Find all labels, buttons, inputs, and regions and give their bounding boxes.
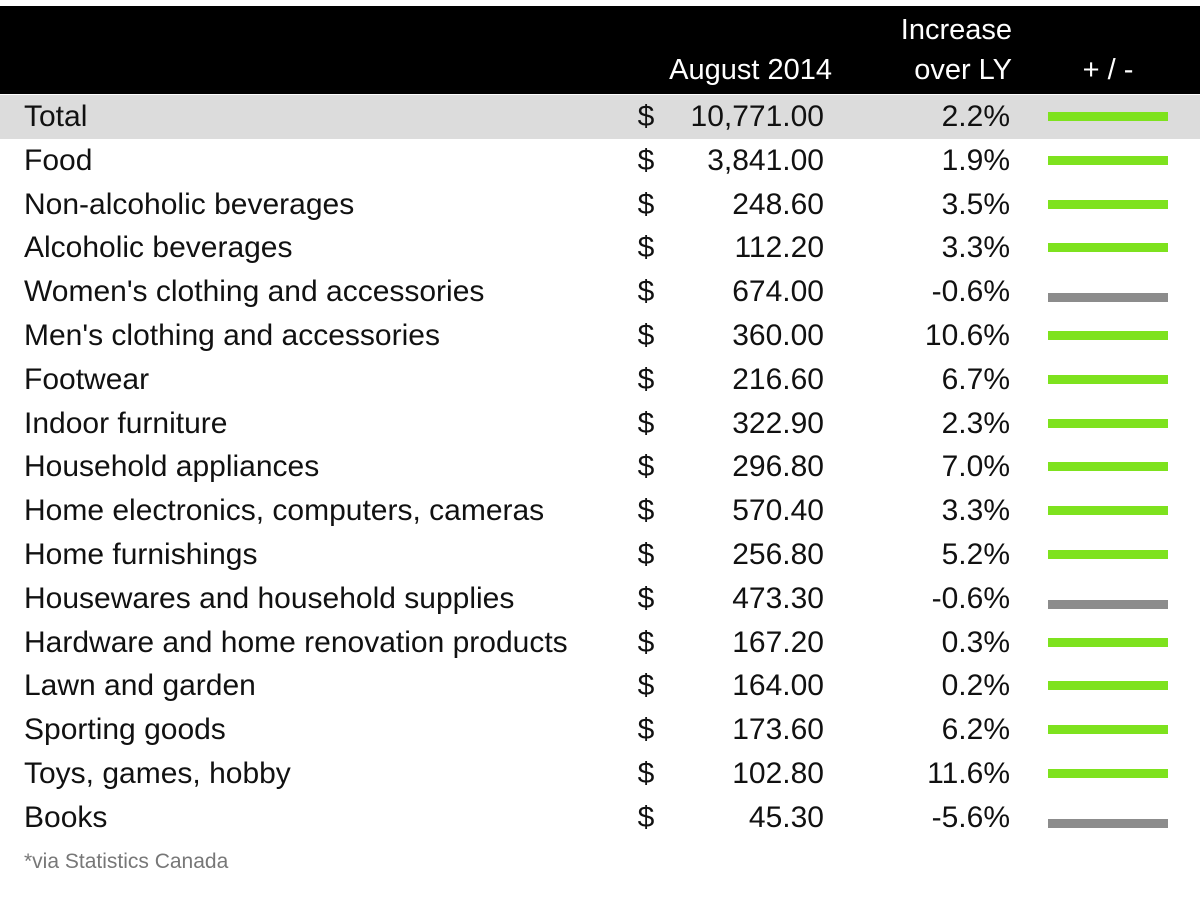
row-change: 3.3% [941, 231, 1010, 265]
table-row [0, 139, 1200, 183]
row-change: -0.6% [931, 275, 1010, 309]
row-change: 0.3% [941, 625, 1010, 659]
currency-symbol: $ [637, 406, 655, 440]
row-amount: 296.80 [732, 450, 824, 484]
row-amount: 45.30 [748, 800, 824, 834]
row-amount: 10,771.00 [690, 100, 824, 133]
row-change: 3.5% [941, 187, 1010, 221]
row-change: 0.2% [941, 669, 1010, 703]
negative-indicator-bar [1048, 819, 1168, 828]
positive-indicator-bar [1048, 331, 1168, 340]
row-change: 7.0% [941, 450, 1010, 484]
row-change: 1.9% [941, 143, 1010, 177]
row-amount: 248.60 [732, 187, 824, 221]
row-label: Men's clothing and accessories [24, 319, 440, 352]
header-change-column [901, 10, 1012, 90]
row-label: Sporting goods [24, 713, 226, 747]
row-label: Home electronics, computers, cameras [24, 494, 545, 528]
row-label: Footwear [24, 362, 150, 396]
row-label: Lawn and garden [24, 669, 256, 703]
positive-indicator-bar [1048, 681, 1168, 690]
row-change: 5.2% [941, 538, 1010, 571]
table-row [0, 708, 1200, 752]
row-label: Housewares and household supplies [24, 581, 515, 615]
row-amount: 216.60 [732, 362, 824, 396]
row-amount: 256.80 [732, 538, 824, 571]
negative-indicator-bar [1048, 600, 1168, 609]
row-change: 2.2% [941, 100, 1010, 133]
currency-symbol: $ [637, 800, 655, 834]
positive-indicator-bar [1048, 375, 1168, 384]
header-amount-column: August 2014 [669, 54, 832, 86]
table-row [0, 577, 1200, 621]
negative-indicator-bar [1048, 293, 1168, 302]
row-change: 3.3% [941, 494, 1010, 528]
currency-symbol: $ [637, 538, 655, 571]
table-row [0, 402, 1200, 446]
currency-symbol: $ [637, 625, 655, 659]
currency-symbol: $ [637, 713, 655, 747]
row-amount: 102.80 [732, 757, 824, 790]
row-change: 2.3% [941, 406, 1010, 440]
row-label: Indoor furniture [24, 406, 228, 440]
currency-symbol: $ [637, 757, 655, 790]
positive-indicator-bar [1048, 156, 1168, 165]
row-label: Non-alcoholic beverages [24, 187, 355, 221]
row-label: Food [24, 143, 93, 177]
table-row [0, 796, 1200, 840]
currency-symbol: $ [637, 143, 655, 177]
row-change: -5.6% [931, 800, 1010, 834]
total-row [0, 95, 1200, 139]
row-label: Home furnishings [24, 538, 258, 571]
table-row [0, 533, 1200, 577]
row-change: 11.6% [927, 757, 1010, 790]
positive-indicator-bar [1048, 243, 1168, 252]
row-change: -0.6% [931, 581, 1010, 615]
positive-indicator-bar [1048, 725, 1168, 734]
table-row [0, 358, 1200, 402]
header-indicator-column: + / - [1082, 54, 1134, 86]
row-amount: 360.00 [732, 319, 824, 352]
table-header [0, 6, 1200, 94]
table-row [0, 621, 1200, 665]
row-label: Women's clothing and accessories [24, 275, 485, 309]
row-amount: 674.00 [732, 275, 824, 309]
positive-indicator-bar [1048, 112, 1168, 121]
currency-symbol: $ [637, 581, 655, 615]
table-row [0, 752, 1200, 796]
table-row [0, 664, 1200, 708]
table-row [0, 183, 1200, 227]
table-row [0, 314, 1200, 358]
currency-symbol: $ [637, 494, 655, 528]
positive-indicator-bar [1048, 638, 1168, 647]
positive-indicator-bar [1048, 462, 1168, 471]
row-amount: 3,841.00 [707, 143, 824, 177]
row-label: Books [24, 800, 108, 834]
row-label: Total [24, 100, 88, 133]
table-row [0, 489, 1200, 533]
row-label: Household appliances [24, 450, 320, 484]
row-label: Alcoholic beverages [24, 231, 293, 265]
currency-symbol: $ [637, 362, 655, 396]
row-amount: 167.20 [732, 625, 824, 659]
row-amount: 473.30 [732, 581, 824, 615]
row-amount: 112.20 [734, 231, 824, 265]
row-change: 10.6% [924, 319, 1010, 352]
positive-indicator-bar [1048, 769, 1168, 778]
table-row [0, 270, 1200, 314]
source-footnote: *via Statistics Canada [24, 850, 229, 873]
header-change-line1: Increase [900, 14, 1012, 46]
row-label: Hardware and home renovation products [24, 625, 568, 659]
row-label: Toys, games, hobby [24, 757, 291, 790]
row-change: 6.7% [941, 362, 1010, 396]
positive-indicator-bar [1048, 200, 1168, 209]
table-row [0, 445, 1200, 489]
header-change-line2: over LY [914, 54, 1012, 86]
row-amount: 322.90 [732, 406, 824, 440]
table-row [0, 226, 1200, 270]
row-amount: 570.40 [732, 494, 824, 528]
positive-indicator-bar [1048, 506, 1168, 515]
currency-symbol: $ [637, 450, 655, 484]
row-amount: 173.60 [732, 713, 824, 747]
positive-indicator-bar [1048, 550, 1168, 559]
currency-symbol: $ [637, 187, 655, 221]
currency-symbol: $ [637, 669, 655, 703]
currency-symbol: $ [637, 231, 655, 265]
row-change: 6.2% [941, 713, 1010, 747]
currency-symbol: $ [637, 100, 655, 133]
row-amount: 164.00 [732, 669, 824, 703]
currency-symbol: $ [637, 275, 655, 309]
currency-symbol: $ [637, 319, 655, 352]
positive-indicator-bar [1048, 419, 1168, 428]
